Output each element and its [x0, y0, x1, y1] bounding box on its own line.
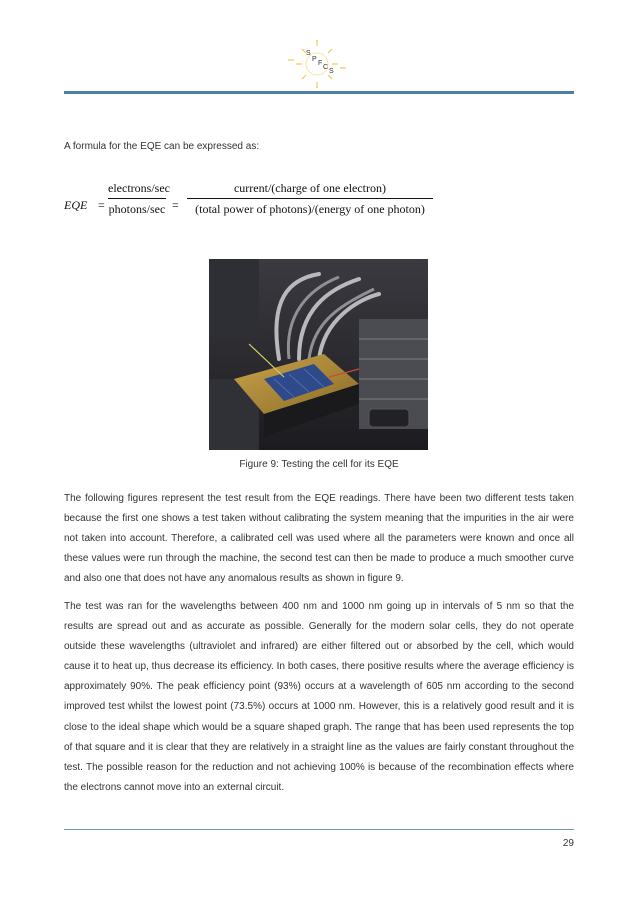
fraction-numerator: electrons/sec	[108, 181, 170, 195]
fraction-denominator: (total power of photons)/(energy of one photon)	[195, 202, 425, 216]
header-rule	[64, 91, 574, 94]
logo-letter-4: C	[323, 64, 329, 71]
fraction-denominator: photons/sec	[108, 202, 166, 216]
eqe-test-photo	[209, 259, 428, 450]
spfcs-logo	[286, 38, 348, 90]
sun-rays-icon	[288, 40, 346, 88]
body-paragraph: The following figures represent the test result from the EQE readings. There have been two different tests taken because the first one shows a test taken without calibrating the system meaning that the impurities in the air were not taken into account. Therefore, a calibrated cell was used where all the parameters were known and once all these values were run through the machine, the second test can then be made to produce a much smoother curve and also one that does not have any anomalous results as shown in figure 9.	[64, 493, 574, 585]
page-number: 29	[562, 838, 574, 849]
logo-letter-1: S	[306, 50, 311, 57]
fraction-numerator: current/(charge of one electron)	[233, 181, 387, 195]
formula-lhs: EQE	[64, 198, 88, 212]
eqe-formula	[64, 181, 444, 229]
figure-caption: Figure 9: Testing the cell for its EQE	[239, 459, 399, 470]
fraction-bar	[108, 198, 166, 199]
body-paragraph: The test was ran for the wavelengths between 400 nm and 1000 nm going up in intervals of 5 nm so that the results are spread out and as accurate as possible. Generally for the modern solar cells, they do not operate outside these wavelengths (ultraviolet and infrared) are either filtered out or absorbed by the cell, which would cause it to heat up, thus decrease its efficiency. In both cases, there positive results where the average efficiency is approximately 90%. The peak efficiency point (93%) occurs at a wavelength of 605 nm according to the second improved test whilst the lowest point (73.5%) occurs at 1000 nm. However, this is a relatively good result and it is close to the ideal shape which would be a square shaped graph. The range that has been used represents the top of that square and it is clear that they are relatively in a straight line as the values are fairly constant throughout the test. The possible reason for the reduction and not achieving 100% is because of the recombination effects where the electrons cannot move into an external circuit.	[64, 601, 574, 793]
logo-letter-5: S	[329, 68, 334, 75]
fraction-current-power	[187, 181, 433, 216]
logo-letter-3: F	[318, 60, 323, 67]
fraction-bar	[187, 198, 433, 199]
fraction-electrons-photons	[108, 181, 170, 216]
logo-letter-2: P	[312, 56, 317, 63]
equals-sign: =	[98, 198, 105, 212]
equals-sign: =	[172, 198, 179, 212]
formula-intro: A formula for the EQE can be expressed as:	[64, 141, 260, 152]
footer-rule	[64, 829, 574, 830]
